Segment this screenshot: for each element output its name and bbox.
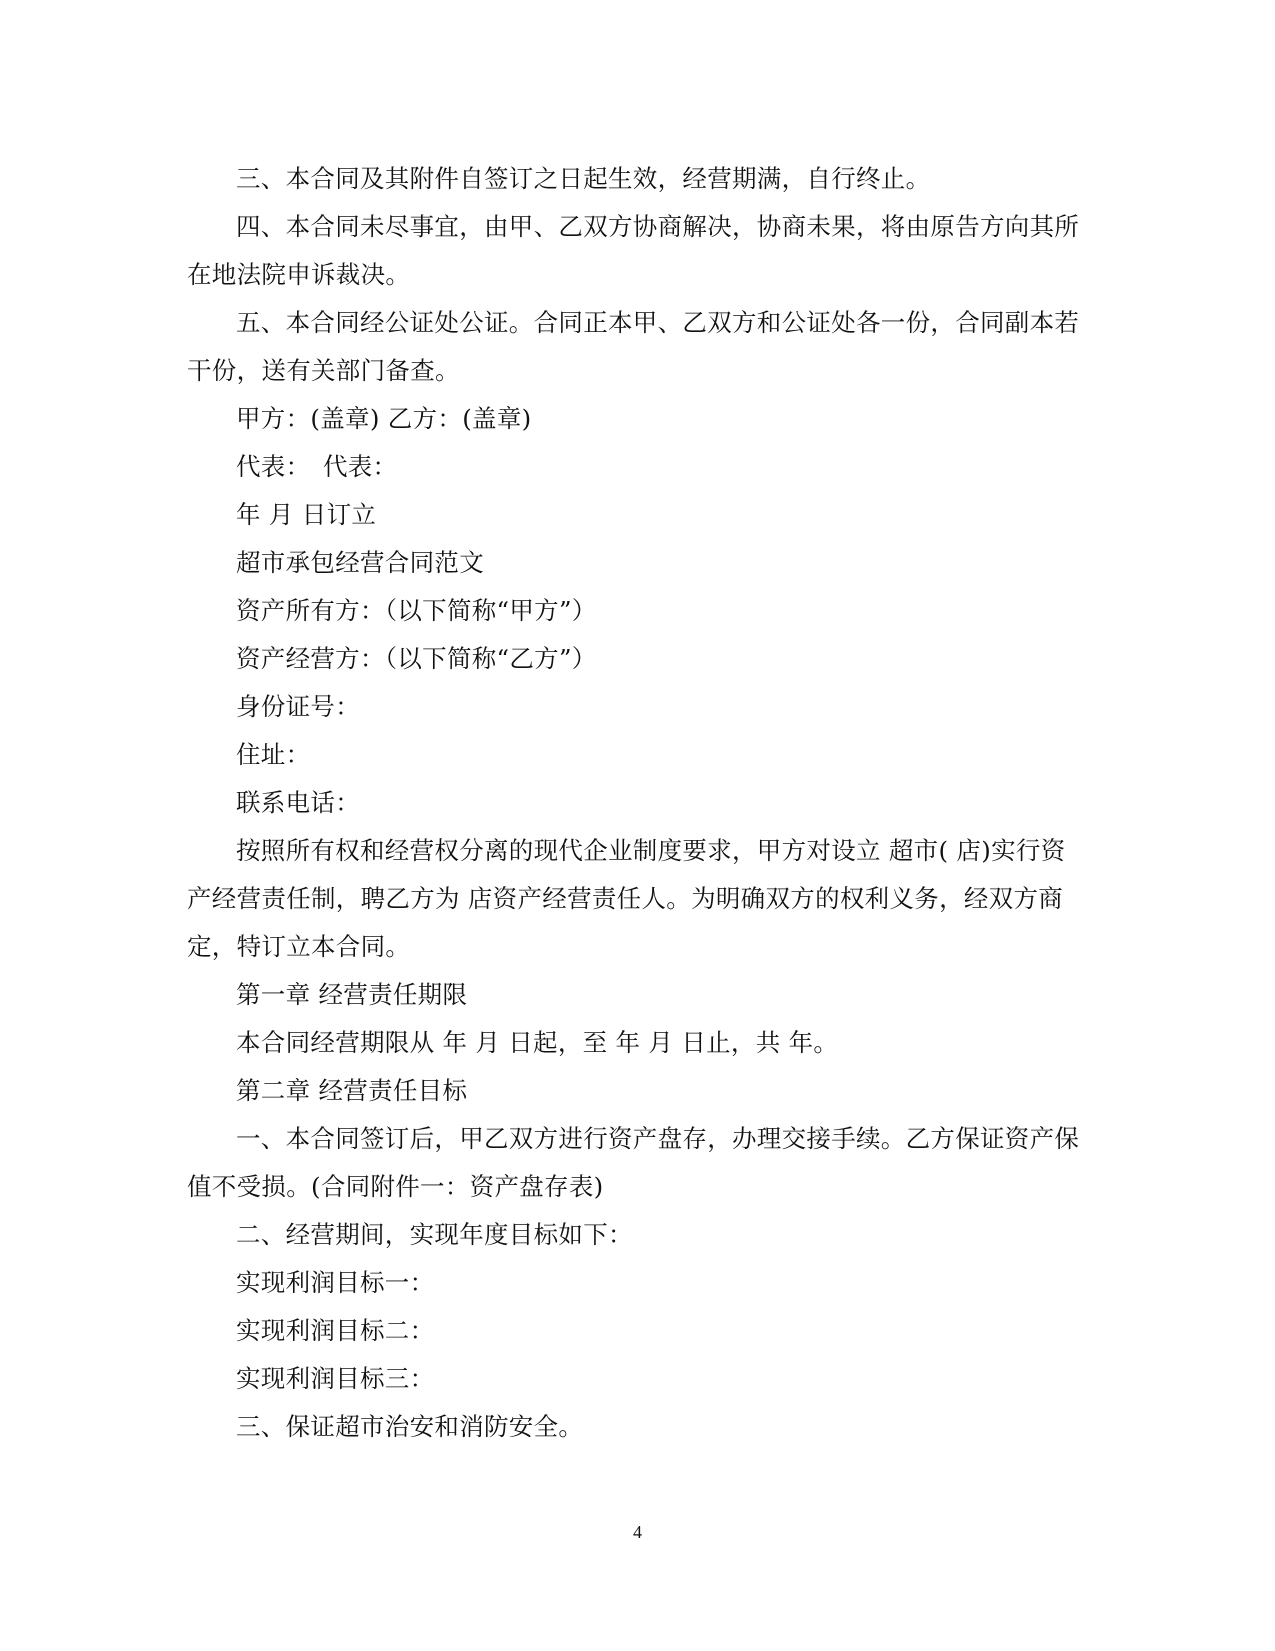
chapter-heading: 第二章 经营责任目标 bbox=[236, 1076, 468, 1105]
paragraph: 资产经营方：（以下简称“乙方”） bbox=[236, 644, 597, 673]
section-title: 超市承包经营合同范文 bbox=[236, 548, 484, 577]
paragraph: 实现利润目标三： bbox=[236, 1364, 435, 1393]
paragraph: 实现利润目标一： bbox=[236, 1268, 435, 1297]
page-number: 4 bbox=[633, 1522, 642, 1542]
paragraph: 实现利润目标二： bbox=[236, 1316, 435, 1345]
paragraph: 资产所有方：（以下简称“甲方”） bbox=[236, 596, 597, 625]
paragraph: 本合同经营期限从 年 月 日起，至 年 月 日止，共 年。 bbox=[236, 1028, 839, 1057]
paragraph: 二、经营期间，实现年度目标如下： bbox=[236, 1220, 633, 1249]
paragraph: 按照所有权和经营权分离的现代企业制度要求，甲方对设立 超市( 店)实行资产经营责任制，聘乙方为 店资产经营责任人。为明确双方的权利义务，经双方商定，特订立本合同。 bbox=[187, 836, 1066, 961]
document-body bbox=[187, 155, 1087, 1451]
paragraph: 三、本合同及其附件自签订之日起生效，经营期满，自行终止。 bbox=[236, 164, 931, 193]
paragraph: 住址： bbox=[236, 740, 311, 769]
paragraph: 联系电话： bbox=[236, 788, 360, 817]
signature-line-parties: 甲方：(盖章) 乙方：(盖章) bbox=[236, 404, 532, 433]
signature-date-line: 年 月 日订立 bbox=[236, 500, 377, 529]
signature-line-representatives: 代表： 代表： bbox=[236, 452, 398, 481]
paragraph: 三、保证超市治安和消防安全。 bbox=[236, 1412, 584, 1441]
paragraph: 身份证号： bbox=[236, 692, 360, 721]
chapter-heading: 第一章 经营责任期限 bbox=[236, 980, 468, 1009]
paragraph: 五、本合同经公证处公证。合同正本甲、乙双方和公证处各一份，合同副本若干份，送有关部门备查。 bbox=[187, 308, 1080, 385]
paragraph: 一、本合同签订后，甲乙双方进行资产盘存，办理交接手续。乙方保证资产保值不受损。(合同附件一：资产盘存表) bbox=[187, 1124, 1080, 1201]
paragraph: 四、本合同未尽事宜，由甲、乙双方协商解决，协商未果，将由原告方向其所在地法院申诉裁决。 bbox=[187, 212, 1080, 289]
